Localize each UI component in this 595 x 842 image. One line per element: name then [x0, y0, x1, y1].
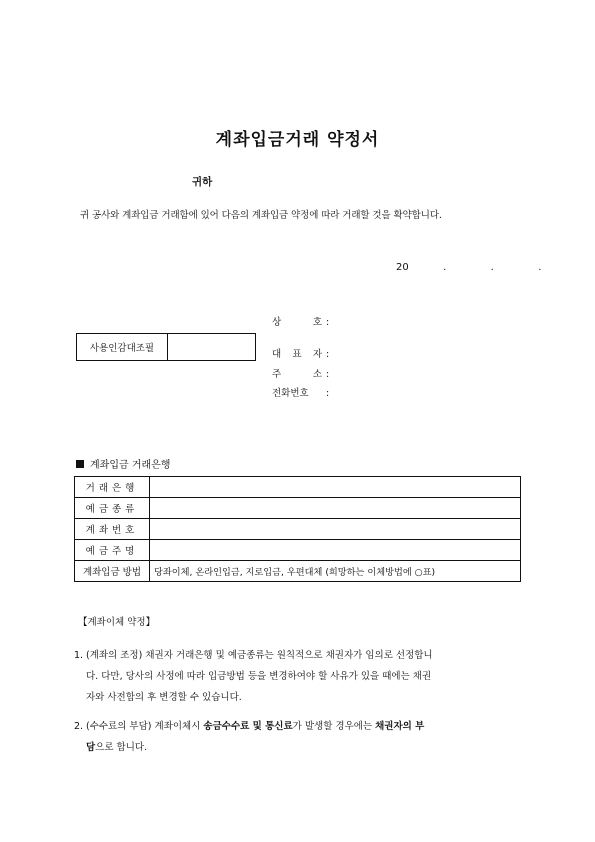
document-title: 계좌입금거래 약정서	[215, 130, 380, 150]
square-bullet-icon	[76, 460, 84, 468]
bank-section-title	[76, 456, 170, 471]
field-colon: :	[326, 349, 330, 360]
clause-1	[74, 645, 529, 708]
field-label: 상 호	[272, 317, 322, 328]
clause-number: 1.	[74, 650, 84, 661]
field-colon: :	[326, 388, 330, 399]
row-header-deposit-method: 계좌입금 방법	[75, 561, 150, 582]
row-value-deposit-type	[150, 498, 521, 519]
recipient-honorific: 귀하	[192, 176, 213, 188]
row-value-deposit-method: 당좌이체, 온라인입금, 지로입금, 우편대체 (희망하는 이체방법에 ○표)	[150, 561, 521, 582]
date-year-prefix: 20	[396, 262, 409, 273]
row-header-bank: 거래은행	[75, 477, 150, 498]
clause-text: (수수료의 부담) 계좌이체시	[86, 721, 204, 732]
clause-2-line-1	[74, 716, 529, 737]
row-header-deposit-type: 예금종류	[75, 498, 150, 519]
bank-section-label: 계좌입금 거래은행	[90, 460, 171, 471]
table-row	[75, 561, 521, 582]
field-label: 주 소	[272, 369, 322, 380]
clause-1-line-1	[74, 645, 529, 666]
table-row	[75, 540, 521, 561]
row-header-account-holder: 예금주명	[75, 540, 150, 561]
row-header-account-number: 계좌번호	[75, 519, 150, 540]
bank-table	[74, 476, 521, 582]
field-representative	[272, 346, 329, 360]
date-sep-year: .	[443, 262, 447, 273]
clause-text: 으로 합니다.	[95, 742, 148, 753]
field-address	[272, 366, 329, 380]
clause-2	[74, 716, 529, 758]
field-company-name	[272, 314, 329, 328]
clause-1-line-2: 다. 다만, 당사의 사정에 따라 입금방법 등을 변경하여야 할 사유가 있을 때에는 채권	[86, 671, 432, 682]
clause-emphasis-creditor: 채권자의 부	[375, 721, 425, 732]
seal-label: 사용인감대조필	[77, 334, 168, 360]
seal-verification-box	[76, 333, 256, 361]
field-phone	[272, 385, 329, 399]
date-sep-day: .	[538, 262, 542, 273]
terms-title: 【계좌이체 약정】	[78, 617, 156, 628]
clause-emphasis-fees: 송금수수료 및 통신료	[203, 721, 293, 732]
clause-2-line-2	[74, 737, 529, 758]
field-label: 대 표 자	[272, 349, 322, 360]
row-value-bank	[150, 477, 521, 498]
seal-blank	[168, 334, 255, 360]
row-value-account-number	[150, 519, 521, 540]
intro-statement: 귀 공사와 계좌입금 거래함에 있어 다음의 계좌입금 약정에 따라 거래할 것을 확약합니다.	[80, 210, 442, 221]
clause-emphasis-burden: 담	[86, 742, 96, 753]
date-sep-month: .	[490, 262, 494, 273]
table-row	[75, 477, 521, 498]
field-colon: :	[326, 369, 330, 380]
clause-1-line-3: 자와 사전합의 후 변경할 수 있습니다.	[86, 692, 242, 703]
row-value-account-holder	[150, 540, 521, 561]
table-row	[75, 519, 521, 540]
clause-text: 가 발생할 경우에는	[292, 721, 376, 732]
date-line	[396, 262, 541, 273]
clause-text: (계좌의 조정) 채권자 거래은행 및 예금종류는 원칙적으로 채권자가 임의로 선정합니	[86, 650, 433, 661]
field-colon: :	[326, 317, 330, 328]
table-row	[75, 498, 521, 519]
field-label: 전화번호	[272, 388, 309, 399]
clause-number: 2.	[74, 721, 84, 732]
